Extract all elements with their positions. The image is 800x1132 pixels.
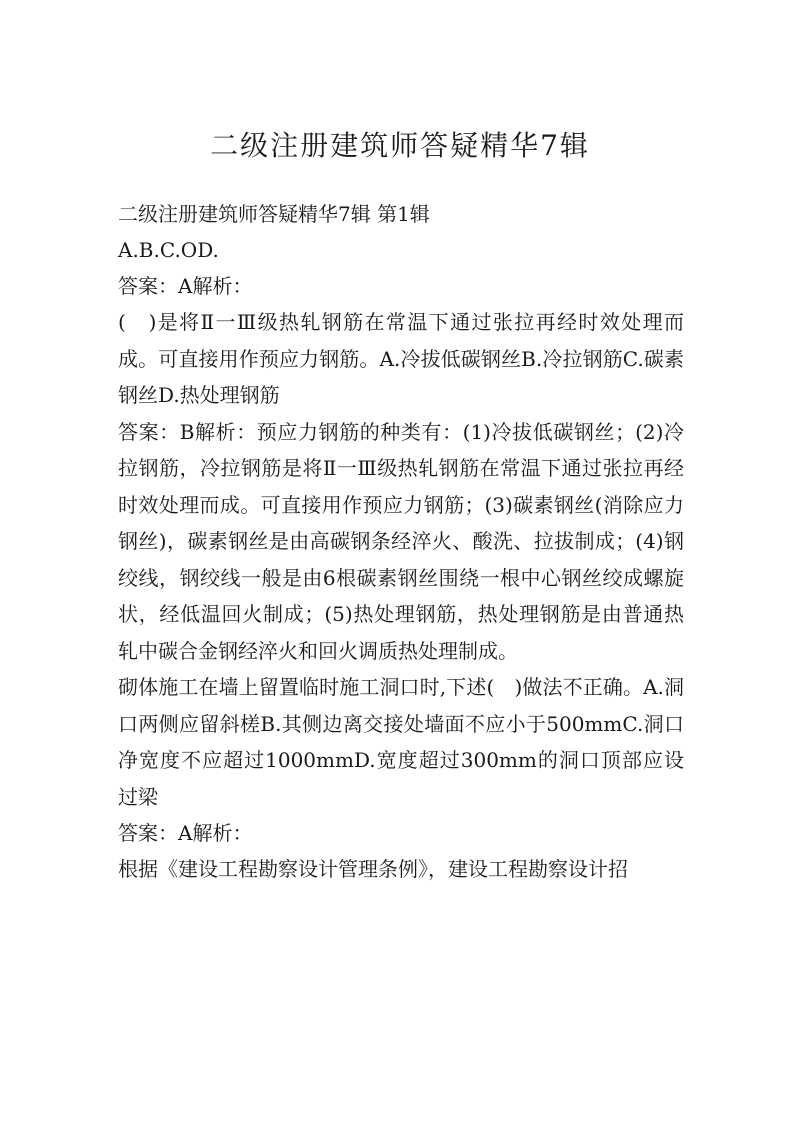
paragraph-answer-1: 答案：A解析： <box>118 274 253 298</box>
paragraph-question-4: 根据《建设工程勘察设计管理条例》，建设工程勘察设计招 <box>118 857 628 881</box>
paragraph-options: A.B.C.OD. <box>118 238 219 262</box>
paragraph-answer-3: 答案：A解析： <box>118 821 253 845</box>
paragraph-question-2: ( )是将Ⅱ一Ⅲ级热轧钢筋在常温下通过张拉再经时效处理而成。可直接用作预应力钢筋。A.冷拔低碳钢丝B.冷拉钢筋C.碳素钢丝D.热处理钢筋 <box>118 310 684 407</box>
document-title: 二级注册建筑师答疑精华7辑 <box>210 129 590 162</box>
paragraph-answer-2: 答案：B解析：预应力钢筋的种类有：(1)冷拔低碳钢丝；(2)冷拉钢筋，冷拉钢筋是将Ⅱ一Ⅲ级热轧钢筋在常温下通过张拉再经时效处理而成。可直接用作预应力钢筋；(3)碳素钢丝(消除应力钢丝)，碳素钢丝是由高碳钢条经淬火、酸洗、拉拔制成；(4)钢绞线，钢绞线一般是由6根碳素钢丝围绕一根中心钢丝绞成螺旋状，经低温回火制成；(5)热处理钢筋，热处理钢筋是由普通热轧中碳合金钢经淬火和回火调质热处理制成。 <box>118 419 684 663</box>
paragraph-subtitle: 二级注册建筑师答疑精华7辑 第1辑 <box>118 202 430 226</box>
paragraph-question-3: 砌体施工在墙上留置临时施工洞口时,下述( )做法不正确。A.洞口两侧应留斜槎B.其侧边离交接处墙面不应小于500mmC.洞口净宽度不应超过1000mmD.宽度超过300mm的洞口顶部应设过梁 <box>118 675 684 809</box>
document-body <box>118 196 684 887</box>
